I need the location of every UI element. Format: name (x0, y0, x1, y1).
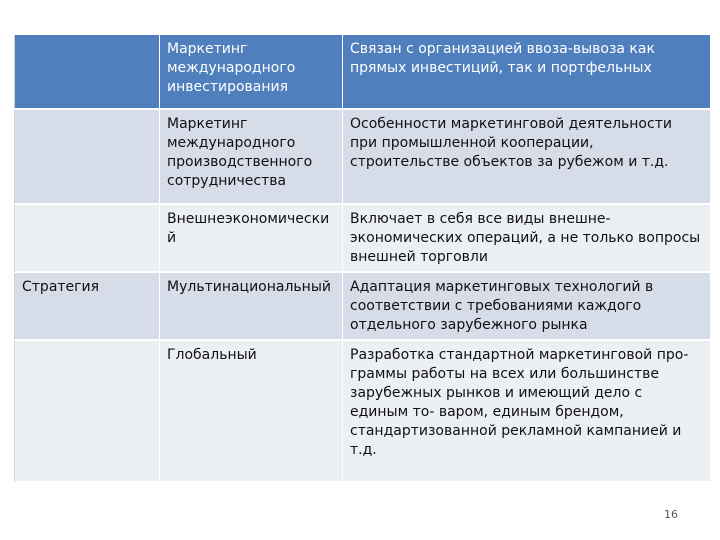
table-cell-empty (14, 205, 160, 273)
table-cell-empty (14, 341, 160, 483)
marketing-type-cell: Мультинациональный (160, 273, 343, 341)
description-cell: Адаптация маркетинговых технологий в соответствии с требованиями каждого отдельного зарубежного рынка (343, 273, 711, 341)
description-cell: Связан с организацией ввоза-вывоза как прямых инвестиций, так и портфельных (343, 35, 711, 110)
page-number: 16 (664, 508, 678, 521)
strategy-label-cell: Стратегия (14, 273, 160, 341)
table-cell-empty (14, 110, 160, 205)
description-cell: Разработка стандартной маркетинговой про-граммы работы на всех или большинстве зарубежных рынков и имеющий дело с единым то- варом, единым брендом, стандартизованной рекламной кампанией и т.д. (343, 341, 711, 483)
table-cell-empty (14, 35, 160, 110)
marketing-type-cell: Маркетинг международного производственного сотрудничества (160, 110, 343, 205)
description-cell: Особенности маркетинговой деятельности при промышленной кооперации, строительстве объектов за рубежом и т.д. (343, 110, 711, 205)
strategy-table (14, 35, 711, 483)
marketing-type-cell: Внешнеэкономически й (160, 205, 343, 273)
marketing-type-cell: Глобальный (160, 341, 343, 483)
description-cell: Включает в себя все виды внешне-экономических операций, а не только вопросы внешней торговли (343, 205, 711, 273)
marketing-type-cell: Маркетинг международного инвестирования (160, 35, 343, 110)
